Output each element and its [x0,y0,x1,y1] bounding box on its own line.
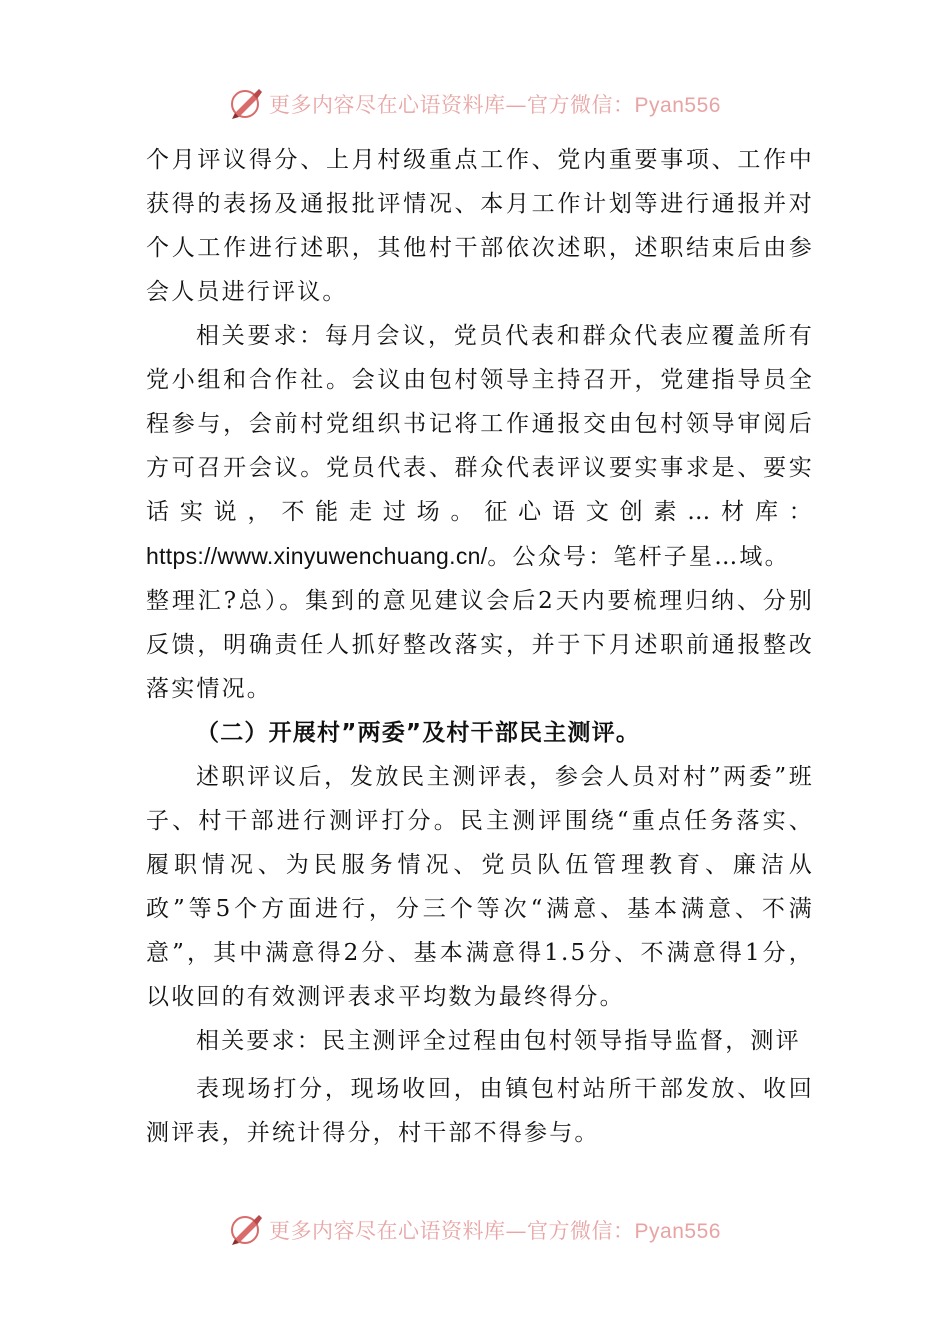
header-watermark [0,84,950,124]
website-url: https://www.xinyuwenchuang.cn/ [146,543,488,569]
pen-logo-icon [229,87,263,121]
paragraph-4: 述职评议后，发放民主测评表，参会人员对村”两委”班子、村干部进行测评打分。民主测评围绕“重点任务落实、履职情况、为民服务情况、党员队伍管理教育、廉洁从政”等5个方面进行，分三个等次“满意、基本满意、不满意”，其中满意得2分、基本满意得1.5分、不满意得1分，以收回的有效测评表求平均数为最终得分。 [146,764,814,1010]
paragraph-6: 表现场打分，现场收回，由镇包村站所干部发放、收回测评表，并统计得分，村干部不得参与。 [146,1076,814,1146]
section-heading: （二）开展村”两委”及村干部民主测评。 [196,720,641,746]
watermark-text: 更多内容尽在心语资料库—官方微信：Pyan556 [269,1219,721,1243]
paragraph-3: 整理汇?总）。集到的意见建议会后2天内要梳理归纳、分别反馈，明确责任人抓好整改落实，并于下月述职前通报整改落实情况。 [146,588,814,702]
watermark-wechat-id: Pyan556 [634,1220,721,1243]
watermark-wechat-id: Pyan556 [634,94,721,117]
paragraph-1: 个月评议得分、上月村级重点工作、党内重要事项、工作中获得的表扬及通报批评情况、本月工作计划等进行通报并对个人工作进行述职，其他村干部依次述职，述职结束后由参会人员进行评议。 [146,147,814,305]
paragraph-2: 相关要求：每月会议，党员代表和群众代表应覆盖所有党小组和合作社。会议由包村领导主持召开，党建指导员全程参与，会前村党组织书记将工作通报交由包村领导审阅后方可召开会议。党员代表、群众代表评议要实事求是、要实话实说，不能走过场。征心语文创素…材库：https://www.xinyuwenchuang.cn/。公众号：笔杆子星…域。 [146,323,814,570]
watermark-text: 更多内容尽在心语资料库—官方微信：Pyan556 [269,93,721,117]
paragraph-5: 相关要求：民主测评全过程由包村领导指导监督，测评 [196,1028,801,1054]
document-body [146,138,814,1155]
pen-logo-icon [229,1213,263,1247]
footer-watermark [0,1210,950,1250]
